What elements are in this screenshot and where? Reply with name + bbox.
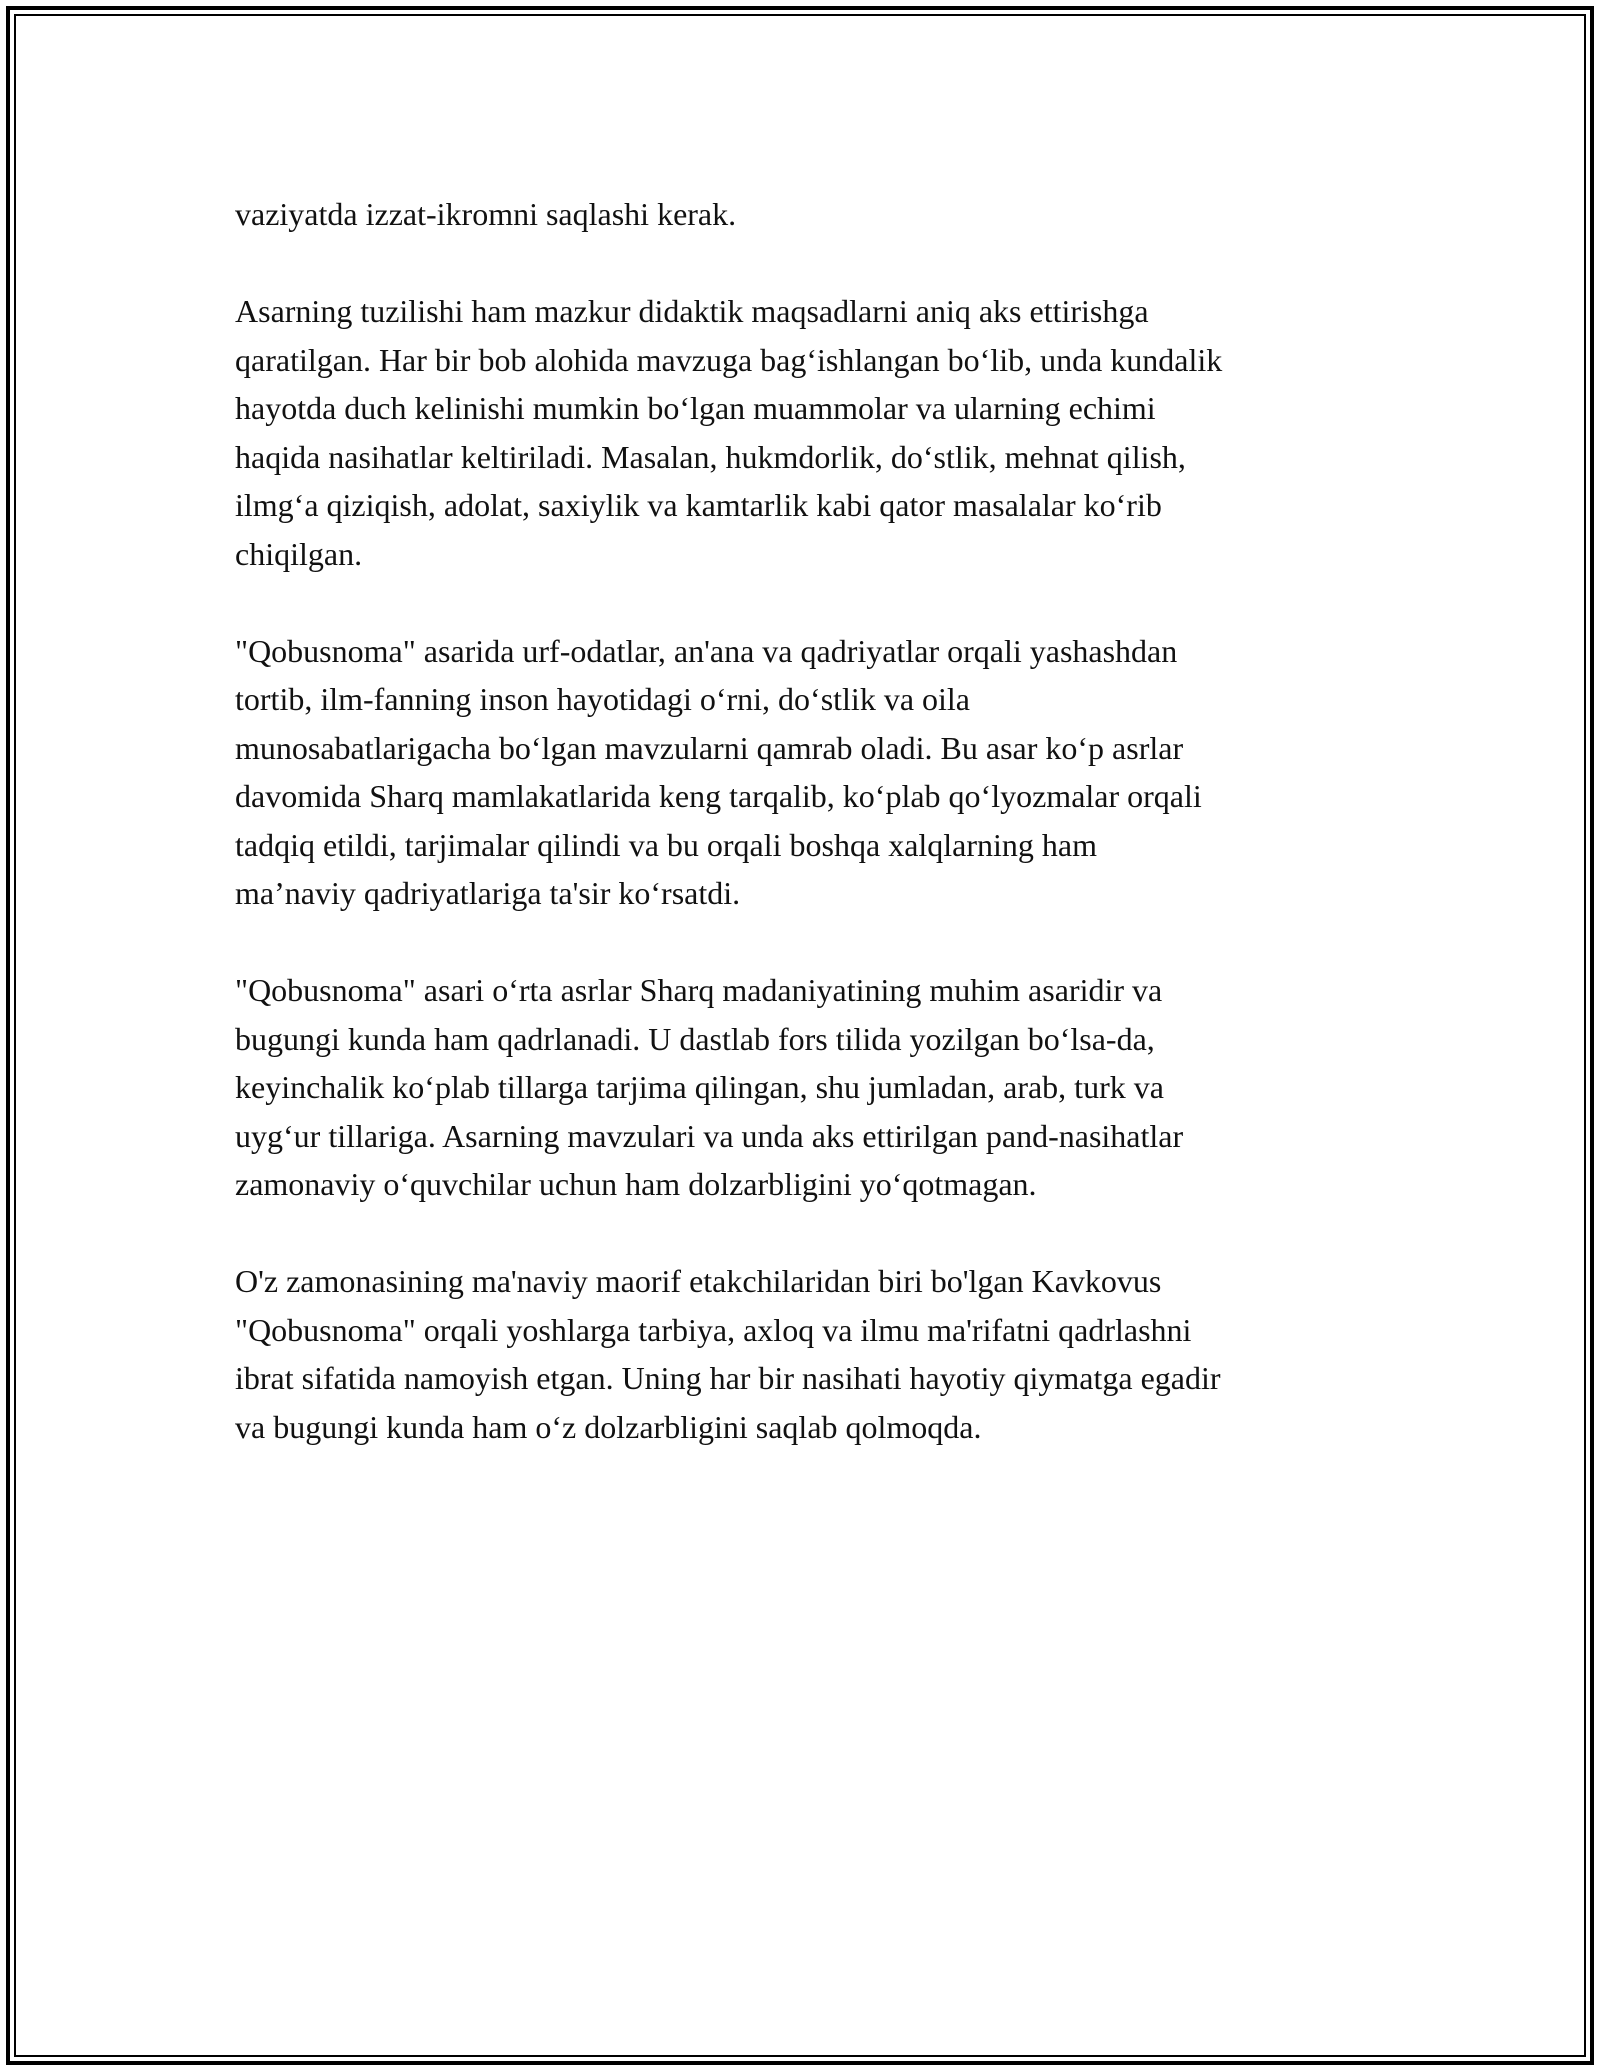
text-line: bugungi kunda ham qadrlanadi. U dastlab fors tilida yozilgan bo‘lsa-da,: [235, 1020, 1155, 1057]
text-line: "Qobusnoma" orqali yoshlarga tarbiya, axloq va ilmu ma'rifatni qadrlashni: [235, 1311, 1192, 1348]
text-line: haqida nasihatlar keltiriladi. Masalan, hukmdorlik, do‘stlik, mehnat qilish,: [235, 438, 1186, 475]
text-line: tadqiq etildi, tarjimalar qilindi va bu orqali boshqa xalqlarning ham: [235, 826, 1098, 863]
text-line: uyg‘ur tillariga. Asarning mavzulari va unda aks ettirilgan pand-nasihatlar: [235, 1117, 1184, 1154]
text-line: tortib, ilm-fanning inson hayotidagi o‘rni, do‘stlik va oila: [235, 681, 970, 717]
paragraph-2: [235, 287, 1385, 578]
text-line: "Qobusnoma" asari o‘rta asrlar Sharq madaniyatining muhim asaridir va: [235, 972, 1163, 1008]
text-line: chiqilgan.: [235, 535, 363, 572]
text-line: ilmg‘a qiziqish, adolat, saxiylik va kamtarlik kabi qator masalalar ko‘rib: [235, 487, 1162, 523]
text-line: davomida Sharq mamlakatlarida keng tarqalib, ko‘plab qo‘lyozmalar orqali: [235, 778, 1202, 814]
text-line: va bugungi kunda ham o‘z dolzarbligini saqlab qolmoqda.: [235, 1408, 982, 1445]
paragraph-4: [235, 966, 1385, 1209]
text-line: "Qobusnoma" asarida urf-odatlar, an'ana va qadriyatlar orqali yashashdan: [235, 632, 1178, 669]
text-line: munosabatlarigacha bo‘lgan mavzularni qamrab oladi. Bu asar ko‘p asrlar: [235, 729, 1184, 766]
paragraph-1: [235, 190, 1385, 239]
text-line: vaziyatda izzat-ikromni saqlashi kerak.: [235, 196, 737, 232]
document-body: [235, 190, 1385, 1500]
text-line: ibrat sifatida namoyish etgan. Uning har bir nasihati hayotiy qiymatga egadir: [235, 1360, 1221, 1396]
text-line: ma’naviy qadriyatlariga ta'sir ko‘rsatdi.: [235, 875, 741, 911]
text-line: qaratilgan. Har bir bob alohida mavzuga bag‘ishlangan bo‘lib, unda kundalik: [235, 341, 1223, 378]
text-line: Asarning tuzilishi ham mazkur didaktik maqsadlarni aniq aks ettirishga: [235, 293, 1149, 329]
paragraph-3: [235, 627, 1385, 918]
text-line: O'z zamonasining ma'naviy maorif etakchilaridan biri bo'lgan Kavkovus: [235, 1263, 1162, 1299]
text-line: keyinchalik ko‘plab tillarga tarjima qilingan, shu jumladan, arab, turk va: [235, 1069, 1164, 1105]
text-line: hayotda duch kelinishi mumkin bo‘lgan muammolar va ularning echimi: [235, 390, 1156, 426]
text-line: zamonaviy o‘quvchilar uchun ham dolzarbligini yo‘qotmagan.: [235, 1166, 1037, 1202]
paragraph-5: [235, 1257, 1385, 1451]
